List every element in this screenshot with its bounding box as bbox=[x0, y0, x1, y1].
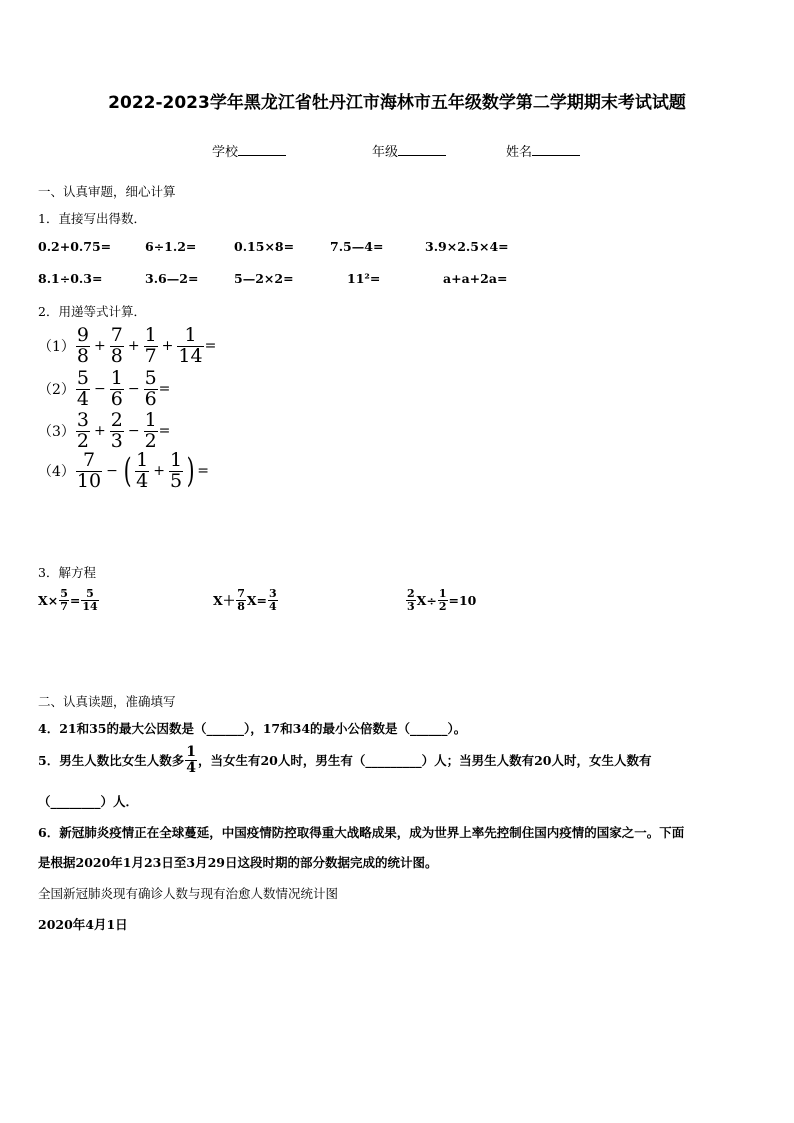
fraction: $\frac{5}{6}$ bbox=[144, 367, 157, 410]
q6-date: 2020年4月1日 bbox=[38, 917, 128, 932]
page-title: 2022-2023学年黑龙江省牡丹江市海林市五年级数学第二学期期末考试试题 bbox=[108, 93, 686, 113]
q2-expression-3: （3） $\frac{3}{2}$ + $\frac{2}{3}$ − $\frac{1}{2}$ = bbox=[38, 409, 171, 452]
grade-field bbox=[372, 141, 446, 160]
q6-line2: 是根据2020年1月23日至3月29日这段时期的部分数据完成的统计图。 bbox=[38, 855, 438, 870]
q1-item: 11²= bbox=[347, 271, 381, 286]
q1-item: 6÷1.2= bbox=[145, 239, 197, 254]
school-blank[interactable] bbox=[238, 143, 286, 156]
fraction: $\frac{1}{2}$ bbox=[438, 587, 447, 613]
grade-blank[interactable] bbox=[398, 143, 446, 156]
q2-expression-2: （2） $\frac{5}{4}$ − $\frac{1}{6}$ − $\frac{5}{6}$ = bbox=[38, 367, 171, 410]
left-paren: ( bbox=[123, 451, 132, 492]
q4-text: 4．21和35的最大公因数是（______），17和34的最小公倍数是（______）。 bbox=[38, 721, 467, 736]
fraction: $\frac{3}{4}$ bbox=[269, 587, 277, 613]
q1-item: 3.6—2= bbox=[145, 271, 199, 286]
fraction: $\frac{1}{4}$ bbox=[186, 744, 196, 776]
section2-heading: 二、认真读题，准确填写 bbox=[38, 694, 176, 709]
q3-label: 3．解方程 bbox=[38, 565, 96, 580]
q6-line1: 6．新冠肺炎疫情正在全球蔓延，中国疫情防控取得重大战略成果，成为世界上率先控制住国内疫情的国家之一。下面 bbox=[38, 825, 685, 840]
q1-item: 7.5—4= bbox=[330, 239, 384, 254]
q6-chart-title: 全国新冠肺炎现有确诊人数与现有治愈人数情况统计图 bbox=[38, 886, 339, 901]
q1-label: 1．直接写出得数． bbox=[38, 211, 146, 226]
fraction: $\frac{1}{4}$ bbox=[136, 449, 149, 492]
fraction: $\frac{5}{4}$ bbox=[76, 367, 90, 410]
fraction: $\frac{1}{14}$ bbox=[178, 324, 203, 367]
q5-line1 bbox=[38, 745, 652, 775]
fraction: $\frac{1}{6}$ bbox=[110, 367, 123, 410]
q1-item: 0.2+0.75= bbox=[38, 239, 112, 254]
fraction: $\frac{1}{5}$ bbox=[169, 449, 183, 492]
q1-item: a+a+2a= bbox=[443, 271, 508, 286]
school-field bbox=[212, 141, 286, 160]
fraction: $\frac{2}{3}$ bbox=[407, 587, 415, 613]
section1-heading: 一、认真审题，细心计算 bbox=[38, 184, 176, 199]
q2-expression-1: （1） $\frac{9}{8}$ + $\frac{7}{8}$ + $\frac{1}{7}$ + $\frac{1}{14}$ = bbox=[38, 324, 217, 367]
q2-label: 2．用递等式计算． bbox=[38, 304, 146, 319]
q3-equation-2: X＋ $\frac{7}{8}$ X= $\frac{3}{4}$ bbox=[213, 587, 277, 613]
q2-item-number: （4） bbox=[38, 464, 75, 481]
name-blank[interactable] bbox=[532, 143, 580, 156]
fraction: $\frac{7}{8}$ bbox=[110, 324, 123, 367]
name-field bbox=[506, 141, 580, 160]
q1-item: 0.15×8= bbox=[234, 239, 295, 254]
fraction: $\frac{1}{7}$ bbox=[144, 324, 157, 367]
fraction: $\frac{7}{8}$ bbox=[237, 587, 245, 613]
q2-item-number: （2） bbox=[38, 382, 75, 399]
q2-item-number: （3） bbox=[38, 424, 75, 441]
fraction: $\frac{1}{2}$ bbox=[144, 409, 157, 452]
q3-equation-3: $\frac{2}{3}$ X÷ $\frac{1}{2}$ =10 bbox=[407, 587, 477, 613]
q5-line2: （________）人． bbox=[38, 794, 139, 809]
name-label: 姓名 bbox=[506, 145, 533, 160]
q2-expression-4: （4） $\frac{7}{10}$ − ( $\frac{1}{4}$ + $\frac{1}{5}$ ) = bbox=[38, 449, 210, 492]
q3-equation-1: X× $\frac{5}{7}$ = $\frac{5}{14}$ bbox=[38, 587, 98, 613]
fraction: $\frac{7}{10}$ bbox=[76, 449, 102, 492]
q5-post: ，当女生有20人时，男生有（_________）人；当男生人数有20人时，女生人数有 bbox=[197, 753, 652, 769]
fraction: $\frac{5}{14}$ bbox=[82, 587, 98, 613]
q5-pre: 5．男生人数比女生人数多 bbox=[38, 753, 185, 769]
q1-item: 8.1÷0.3= bbox=[38, 271, 103, 286]
school-label: 学校 bbox=[212, 145, 239, 160]
grade-label: 年级 bbox=[372, 145, 399, 160]
q1-item: 5—2×2= bbox=[234, 271, 294, 286]
fraction: $\frac{2}{3}$ bbox=[110, 409, 123, 452]
fraction: $\frac{9}{8}$ bbox=[76, 324, 90, 367]
fraction: $\frac{5}{7}$ bbox=[60, 587, 68, 613]
q1-item: 3.9×2.5×4= bbox=[425, 239, 509, 254]
q2-item-number: （1） bbox=[38, 339, 75, 356]
fraction: $\frac{3}{2}$ bbox=[76, 409, 90, 452]
right-paren: ) bbox=[186, 451, 195, 492]
